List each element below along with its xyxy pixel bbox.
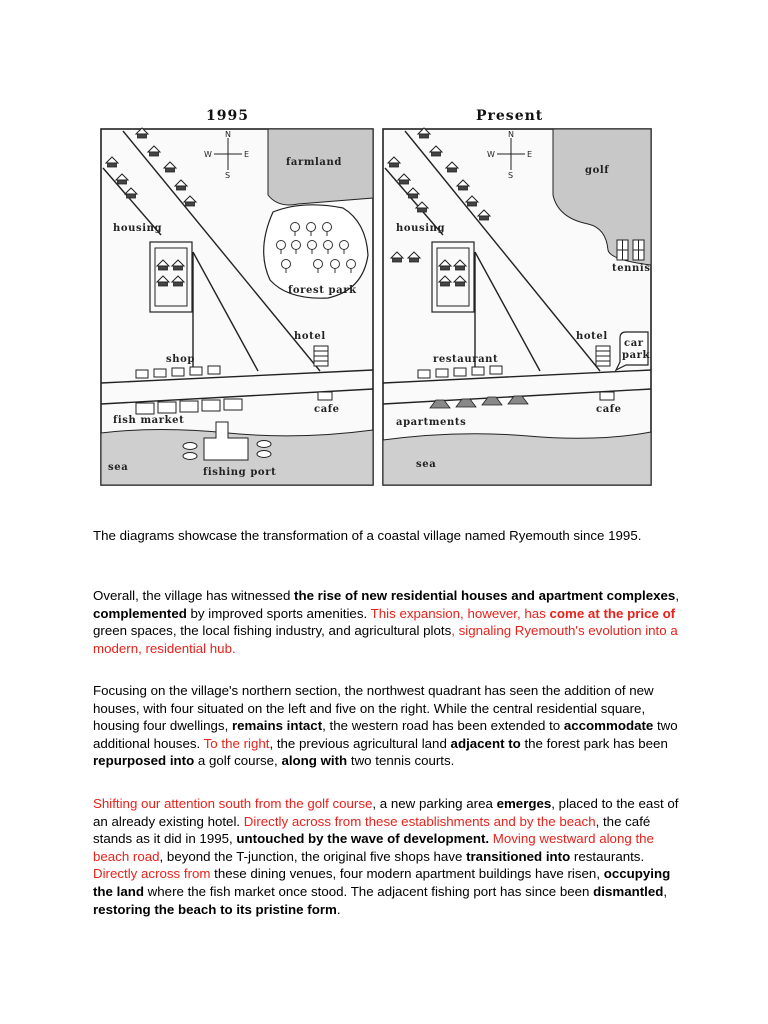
text-run: transitioned into [466,848,571,864]
northern-section-paragraph [93,682,683,770]
text-run: these dining venues, four modern apartment buildings have risen, [210,866,604,882]
text-run: , [675,588,680,603]
text-run: To the right [203,735,270,751]
hotel-building-present [596,346,610,366]
text-run: green spaces, the local fishing industry, and agricultural plots [93,623,452,639]
map-present [383,108,651,485]
housing-label-1995: housing [113,223,163,234]
intro-paragraph: The diagrams showcase the transformation of a coastal village named Ryemouth since 1995. [93,528,642,543]
svg-text:E: E [527,150,533,159]
text-run: . [336,901,341,917]
text-run: a golf course, [194,753,282,769]
text-run: Moving westward along the beach road [93,831,654,864]
text-run: by improved sports amenities. [186,605,371,621]
text-run: the rise of new residential houses and apartment complexes [294,588,676,603]
text-run: dismantled [593,883,664,899]
text-run: , beyond the T-junction, the original five shops have [159,848,467,864]
svg-text:E: E [244,150,250,159]
svg-text:S: S [508,171,514,180]
farmland-label: farmland [286,157,342,168]
overview-paragraph [93,587,683,657]
map-1995-title: 1995 [206,108,249,124]
forest-park-label: forest park [288,285,357,296]
text-run: , the previous agricultural land [269,735,451,751]
text-run: Shifting our attention south from the golf course [93,796,373,811]
text-run: along with [281,753,348,769]
text-run: Directly across from these establishments and by the beach [243,813,596,829]
text-run: two tennis courts. [347,753,455,769]
text-run: , the western road has been extended to [322,718,564,734]
map-1995 [101,108,373,485]
text-run: restoring the beach to its pristine form [93,901,337,917]
sea-label-present: sea [416,459,437,470]
car-park-label-line1: car [624,338,644,349]
housing-label-present: housing [396,223,446,234]
shop-label: shop [166,354,195,365]
text-run: This expansion, however, has [370,605,550,621]
southern-section-paragraph [93,795,683,918]
svg-text:N: N [225,130,231,139]
cafe-label-present: cafe [596,404,622,415]
text-run: come at the price of [549,605,676,621]
cafe-building-present [600,392,614,400]
text-run: Directly across from [93,866,211,882]
text-run: two additional houses. [93,718,678,751]
svg-text:W: W [204,150,212,159]
text-run: Focusing on the village's northern section, the northwest quadrant has seen the addition of new houses, with four situated on the left and five on the right. While the central residential square, housing four dwellings, [93,683,654,734]
text-run: complemented [93,605,187,621]
text-run: adjacent to [450,735,521,751]
car-park-label-line2: park [622,350,651,361]
village-maps-figure [98,100,654,490]
apartments-label: apartments [396,417,467,428]
text-run: repurposed into [93,753,195,769]
hotel-building-1995 [314,346,328,366]
text-run: , the café stands as it did in 1995, [93,813,651,847]
text-run: remains intact [231,718,323,734]
restaurant-label: restaurant [433,354,499,365]
cafe-building-1995 [318,392,332,400]
text-run: Overall, the village has witnessed [93,588,295,603]
text-run: occupying the land [93,866,671,899]
svg-text:S: S [225,171,231,180]
text-run: , a new parking area [372,796,497,811]
text-run: , [663,883,668,899]
fishing-port-label: fishing port [203,467,277,478]
map-present-title: Present [476,108,544,124]
tennis-label: tennis [612,263,651,274]
text-run: accommodate [563,718,654,734]
svg-text:N: N [508,130,514,139]
cafe-label-1995: cafe [314,404,340,415]
text-run: , signaling Ryemouth's evolution into a modern, residential hub. [93,623,678,656]
text-run: emerges [496,796,552,811]
fish-market-label: fish market [113,415,185,426]
golf-label: golf [585,165,610,176]
text-run: restaurants. [570,848,645,864]
svg-text:W: W [487,150,495,159]
hotel-label-present: hotel [576,331,608,342]
sea-label-1995: sea [108,462,129,473]
text-run: , placed to the east of an already existing hotel. [93,796,679,829]
text-run: the forest park has been [520,735,668,751]
text-run: untouched by the wave of development. [236,831,490,847]
text-run: where the fish market once stood. The adjacent fishing port has since been [143,883,594,899]
hotel-label-1995: hotel [294,331,326,342]
